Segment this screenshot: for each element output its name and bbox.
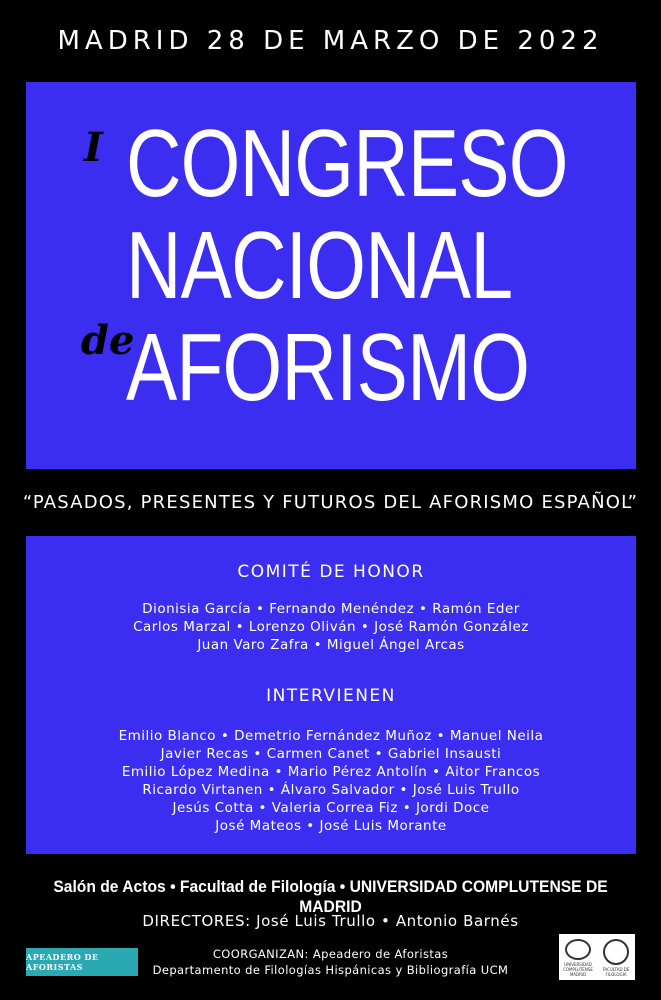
intervienen-line: José Mateos • José Luis Morante (215, 818, 447, 834)
intervienen-line: Ricardo Virtanen • Álvaro Salvador • José Luis Trullo (142, 782, 520, 798)
filologia-logo-label: FACULTAD DE FILOLOGÍA (602, 967, 630, 977)
intervienen-line: Emilio Blanco • Demetrio Fernández Muñoz • Manuel Neila (118, 728, 544, 744)
comite-line: Juan Varo Zafra • Miguel Ángel Arcas (197, 637, 465, 653)
venue-line: Salón de Actos • Facultad de Filología • UNIVERSIDAD COMPLUTENSE DE MADRID (53, 877, 608, 916)
apeadero-logo: APEADERO DE AFORISTAS (26, 948, 138, 976)
intervienen-line: Emilio López Medina • Mario Pérez Antolín • Aitor Francos (121, 764, 541, 780)
coorganizers-line: Departamento de Filologías Hispánicas y Bibliografía UCM (152, 963, 509, 977)
edition-ordinal: I (84, 124, 103, 171)
event-date: MADRID 28 DE MARZO DE 2022 (57, 26, 604, 56)
intervienen-heading: INTERVIENEN (266, 686, 396, 706)
congress-subtitle: “PASADOS, PRESENTES Y FUTUROS DEL AFORISMO ESPAÑOL” (22, 492, 639, 513)
university-logos (559, 934, 635, 980)
coorganizers-line: COORGANIZAN: Apeadero de Aforistas (212, 947, 449, 961)
title-panel (26, 82, 636, 469)
title-line-nacional: NACIONAL (126, 212, 513, 319)
filologia-seal-icon (603, 939, 629, 965)
ucm-seal-icon (565, 939, 591, 960)
ucm-logo (561, 937, 595, 977)
info-panel (26, 536, 636, 854)
title-line-aforismo: AFORISMO (126, 314, 530, 421)
title-connector: de (81, 317, 135, 364)
directors-line: DIRECTORES: José Luis Trullo • Antonio Barnés (142, 912, 519, 930)
ucm-logo-label: UNIVERSIDAD COMPLUTENSE MADRID (563, 962, 593, 977)
title-line-congreso: CONGRESO (126, 110, 568, 217)
filologia-logo (599, 937, 633, 977)
comite-line: Carlos Marzal • Lorenzo Oliván • José Ramón González (133, 619, 529, 635)
intervienen-names (26, 727, 636, 835)
intervienen-line: Javier Recas • Carmen Canet • Gabriel Insausti (160, 746, 502, 762)
comite-heading: COMITÉ DE HONOR (237, 562, 425, 582)
intervienen-line: Jesús Cotta • Valeria Correa Fiz • Jordi Doce (172, 800, 490, 816)
comite-line: Dionisia García • Fernando Menéndez • Ramón Eder (142, 601, 520, 617)
comite-names (26, 600, 636, 654)
